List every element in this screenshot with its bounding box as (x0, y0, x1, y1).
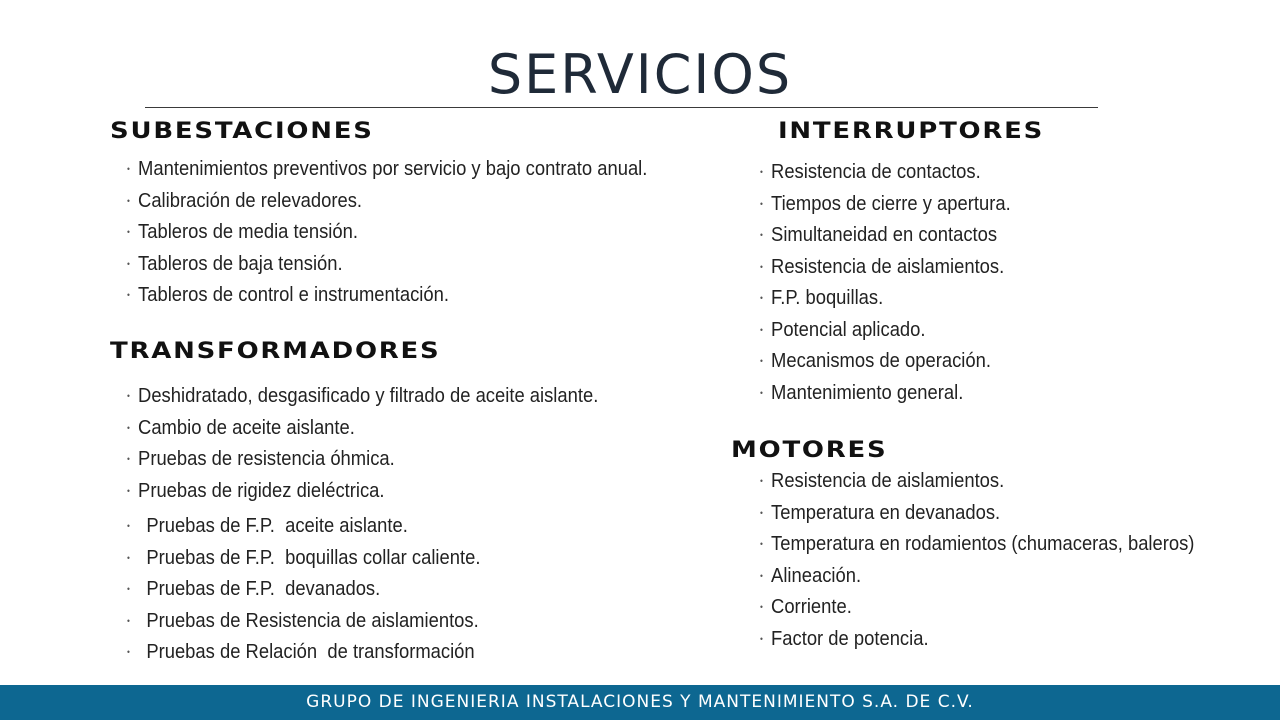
list-item: • Potencial aplicado. (760, 315, 1011, 347)
list-item: • Mantenimientos preventivos por servicio y bajo contrato anual. (127, 154, 647, 186)
bullet-icon: • (127, 195, 130, 206)
list-transformadores (127, 381, 639, 669)
list-item: • Resistencia de aislamientos. (760, 252, 1011, 284)
list-item: • Pruebas de Resistencia de aislamientos. (127, 606, 598, 638)
title-divider (145, 107, 1098, 108)
list-item: • Temperatura en devanados. (760, 498, 1194, 530)
heading-subestaciones: SUBESTACIONES (110, 119, 374, 144)
list-item: • Pruebas de rigidez dieléctrica. (127, 476, 598, 508)
bullet-icon: • (760, 476, 763, 486)
list-subestaciones (127, 154, 693, 312)
bullet-icon: • (127, 521, 130, 531)
bullet-icon: • (760, 507, 763, 518)
footer-bar (0, 685, 1280, 720)
bullet-icon: • (127, 422, 130, 433)
list-item: • Tableros de media tensión. (127, 217, 647, 249)
bullet-icon: • (760, 167, 763, 177)
heading-transformadores: TRANSFORMADORES (110, 339, 441, 364)
bullet-icon: • (760, 387, 763, 398)
list-item: • F.P. boquillas. (760, 283, 1011, 315)
bullet-icon: • (760, 261, 763, 272)
page-title: SERVICIOS (487, 43, 793, 106)
bullet-icon: • (760, 293, 763, 303)
bullet-icon: • (760, 633, 763, 644)
bullet-icon: • (760, 356, 763, 366)
list-item: • Pruebas de F.P. aceite aislante. (127, 511, 598, 543)
bullet-icon: • (127, 164, 130, 174)
list-item: • Temperatura en rodamientos (chumaceras, baleros) (760, 529, 1194, 561)
bullet-icon: • (127, 454, 130, 464)
heading-interruptores: INTERRUPTORES (778, 119, 1045, 144)
list-item: • Tableros de control e instrumentación. (127, 280, 647, 312)
list-item: • Mantenimiento general. (760, 378, 1011, 410)
list-item: • Corriente. (760, 592, 1194, 624)
list-item: • Tiempos de cierre y apertura. (760, 189, 1011, 221)
heading-motores: MOTORES (731, 438, 888, 463)
list-item: • Cambio de aceite aislante. (127, 413, 598, 445)
list-item: • Factor de potencia. (760, 624, 1194, 656)
list-item: • Resistencia de aislamientos. (760, 466, 1194, 498)
list-item: • Deshidratado, desgasificado y filtrado de aceite aislante. (127, 381, 598, 413)
list-item: • Simultaneidad en contactos (760, 220, 1011, 252)
bullet-icon: • (127, 615, 130, 626)
footer-company-name: GRUPO DE INGENIERIA INSTALACIONES Y MANTENIMIENTO S.A. DE C.V. (306, 692, 974, 712)
list-item: • Pruebas de Relación de transformación (127, 637, 598, 669)
list-item: • Pruebas de resistencia óhmica. (127, 444, 598, 476)
bullet-icon: • (760, 324, 763, 335)
bullet-icon: • (127, 227, 130, 237)
list-item: • Calibración de relevadores. (127, 186, 647, 218)
bullet-icon: • (760, 198, 763, 209)
bullet-icon: • (760, 602, 763, 612)
list-item: • Pruebas de F.P. boquillas collar caliente. (127, 543, 598, 575)
bullet-icon: • (760, 539, 763, 549)
bullet-icon: • (127, 258, 130, 269)
bullet-icon: • (127, 647, 130, 657)
bullet-icon: • (127, 391, 130, 401)
bullet-icon: • (127, 485, 130, 496)
bullet-icon: • (760, 570, 763, 581)
list-motores (760, 466, 1232, 655)
list-item: • Tableros de baja tensión. (127, 249, 647, 281)
list-item: • Pruebas de F.P. devanados. (127, 574, 598, 606)
bullet-icon: • (127, 552, 130, 563)
bullet-icon: • (127, 290, 130, 300)
bullet-icon: • (127, 584, 130, 594)
list-item: • Mecanismos de operación. (760, 346, 1011, 378)
bullet-icon: • (760, 230, 763, 240)
list-interruptores (760, 157, 1032, 409)
list-item: • Alineación. (760, 561, 1194, 593)
list-item: • Resistencia de contactos. (760, 157, 1011, 189)
